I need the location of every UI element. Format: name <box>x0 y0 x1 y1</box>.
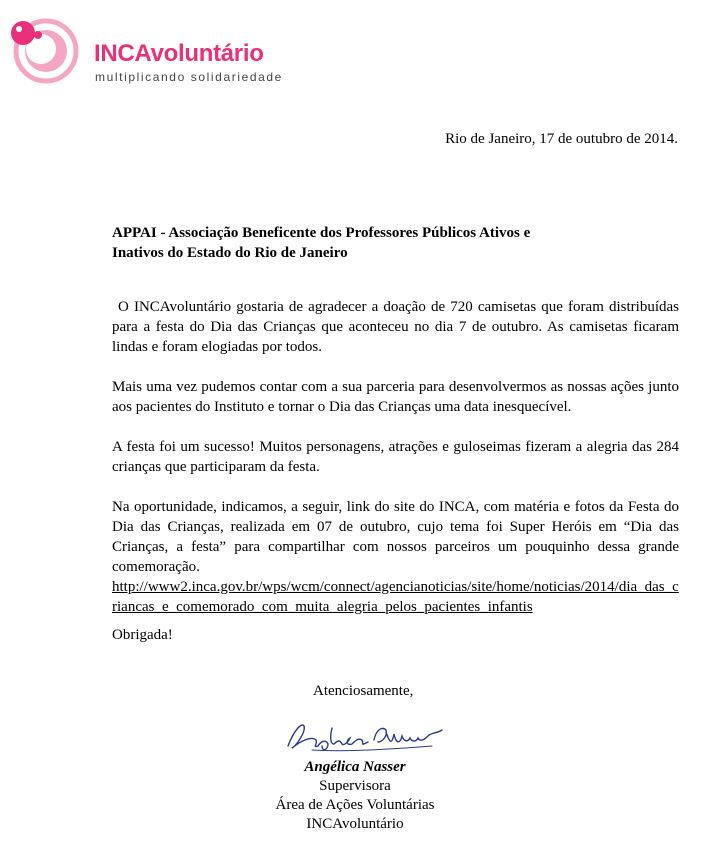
letter-date: Rio de Janeiro, 17 de outubro de 2014. <box>445 131 678 147</box>
recipient-line-1: APPAI - Associação Beneficente dos Professores Públicos Ativos e <box>112 225 531 241</box>
signer-title: Supervisora <box>319 778 391 794</box>
paragraph-link-intro <box>112 497 679 617</box>
news-link[interactable]: http://www2.inca.gov.br/wps/wcm/connect/agencianoticias/site/home/noticias/2014/dia_das_criancas_e_comemorado_com_muita_alegria_pelos_pacientes_infantis <box>112 579 679 615</box>
signer-org: INCAvoluntário <box>306 816 404 832</box>
handwritten-signature <box>282 710 452 760</box>
brand-name: INCAvoluntário <box>94 40 264 67</box>
signer-department: Área de Ações Voluntárias <box>275 797 435 813</box>
letter-body <box>112 297 679 637</box>
brand-tagline: multiplicando solidariedade <box>95 70 283 84</box>
recipient-block <box>112 223 632 263</box>
recipient-line-2: Inativos do Estado do Rio de Janeiro <box>112 245 348 261</box>
paragraph-partnership: Mais uma vez pudemos contar com a sua parceria para desenvolvermos as nossas ações junto aos pacientes do Instituto e tornar o Dia das Crianças uma data inesquecível. <box>112 379 679 415</box>
thanks-line: Obrigada! <box>112 627 173 643</box>
paragraph-thanks: O INCAvoluntário gostaria de agradecer a doação de 720 camisetas que foram distribuídas para a festa do Dia das Crianças que aconteceu no dia 7 de outubro. As camisetas ficaram lindas e foram elogiadas por todos. <box>112 299 679 355</box>
signer-name: Angélica Nasser <box>304 759 406 775</box>
heart-circles-icon <box>6 14 86 84</box>
paragraph-success: A festa foi um sucesso! Muitos personagens, atrações e guloseimas fizeram a alegria das 284 crianças que participaram da festa. <box>112 439 679 475</box>
closing-salutation: Atenciosamente, <box>313 683 414 699</box>
signature-block <box>260 758 450 834</box>
inca-voluntario-logo <box>6 14 296 84</box>
paragraph-link-text: Na oportunidade, indicamos, a seguir, link do site do INCA, com matéria e fotos da Festa do Dia das Crianças, realizada em 07 de outubro, cujo tema foi Super Heróis em “Dia das Crianças, a festa” para compartilhar com nossos parceiros um pouquinho dessa grande comemoração. <box>112 499 679 575</box>
